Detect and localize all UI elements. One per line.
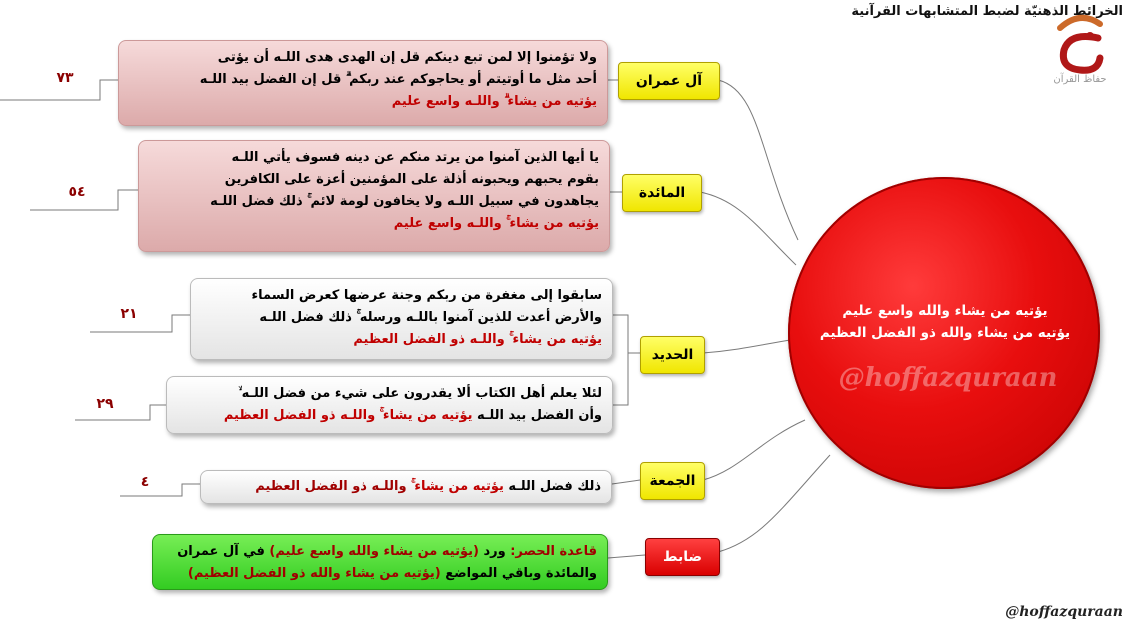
verse-box-al-maidah [138,140,610,252]
verse-box-al-hadid-21 [190,278,613,360]
verse-highlight: يؤتيه من يشاء ۚ [411,479,504,494]
verse-line: يجاهدون في سبيل اللـه ولا يخافون لومة لائم ۚ ذلك فضل اللـه [210,194,599,209]
verse-highlight: يؤتيه من يشاء ۗ واللـه واسع عليم [391,94,597,109]
rule-title: قاعدة الحصر: [505,544,597,559]
verse-number-54: ٥٤ [68,184,86,200]
verse-highlight: واللـه ذو الفضل العظيم [255,479,412,494]
verse-number-73: ٧٣ [56,70,74,86]
rule-box [152,534,608,590]
verse-text: وأن الفضل بيد اللـه [472,408,602,423]
verse-line: والأرض أعدت للذين آمنوا باللـه ورسله ۚ ذلك فضل اللـه [259,310,602,325]
verse-number-29: ٢٩ [96,396,114,412]
central-line-1: يؤتيه من يشاء والله واسع عليم [842,303,1048,319]
verse-box-al-hadid-29 [166,376,613,434]
connector-box-al-hadid [613,315,640,405]
rule-highlight: (يؤتيه من يشاء والله واسع عليم) [269,544,479,559]
node-al-jumuah[interactable]: الجمعة [640,462,705,500]
verse-line: ولا تؤمنوا إلا لمن تبع دينكم قل إن الهدى هدى اللـه أن يؤتى [217,50,597,65]
connector-box-dabit [608,555,645,558]
verse-box-al-imran [118,40,608,126]
verse-highlight: يؤتيه من يشاء ۚ واللـه ذو الفضل العظيم [223,408,473,423]
footer-handle[interactable]: @hoffazquraan [1005,604,1123,620]
page-title: الخرائط الذهنيّة لضبط المتشابهات القرآنية [851,4,1123,19]
verse-text: ذلك فضل اللـه [503,479,601,494]
verse-number-4: ٤ [140,474,150,490]
verse-number-21: ٢١ [120,306,138,322]
rule-text: ورد [478,544,506,559]
node-al-imran[interactable]: آل عمران [618,62,720,100]
connector-al-imran [718,80,798,240]
rule-highlight: (يؤتيه من يشاء والله ذو الفضل العظيم) [187,566,441,581]
verse-highlight: يؤتيه من يشاء ۚ واللـه واسع عليم [393,216,599,231]
verse-line: يا أيها الذين آمنوا من يرتد منكم عن دينه فسوف يأتي اللـه [231,150,599,165]
node-al-maidah[interactable]: المائدة [622,174,702,212]
verse-line: لئلا يعلم أهل الكتاب ألا يقدرون على شيء من فضل اللـه ۙ [238,386,602,401]
verse-line: بقوم يحبهم ويحبونه أذلة على المؤمنين أعزة على الكافرين [224,172,599,187]
connector-al-maidah [700,192,796,265]
verse-box-al-jumuah [200,470,612,504]
logo-caption: حفاظ القرآن [1053,74,1107,85]
rule-line-1 [163,541,597,563]
connector-al-hadid [703,340,790,353]
rule-line-2 [163,563,597,585]
node-dabit[interactable]: ضابط [645,538,720,576]
watermark: @hoffazquraan [838,363,1058,393]
connector-box-al-jumuah [612,480,640,484]
rule-text: في آل عمران [177,544,270,559]
node-al-hadid[interactable]: الحديد [640,336,705,374]
rule-text: والمائدة وباقي المواضع [440,566,597,581]
verse-line [177,405,602,427]
central-node-text [800,300,1090,344]
connector-al-jumuah [703,420,805,480]
verse-highlight: يؤتيه من يشاء ۚ واللـه ذو الفضل العظيم [353,332,602,347]
central-line-2: يؤتيه من يشاء والله ذو الفضل العظيم [819,325,1071,341]
verse-line: أحد مثل ما أوتيتم أو يحاجوكم عند ربكم ۗ قل إن الفضل بيد اللـه [199,72,597,87]
verse-line: سابقوا إلى مغفرة من ربكم وجنة عرضها كعرض السماء [251,288,602,303]
connector-dabit [718,455,830,552]
